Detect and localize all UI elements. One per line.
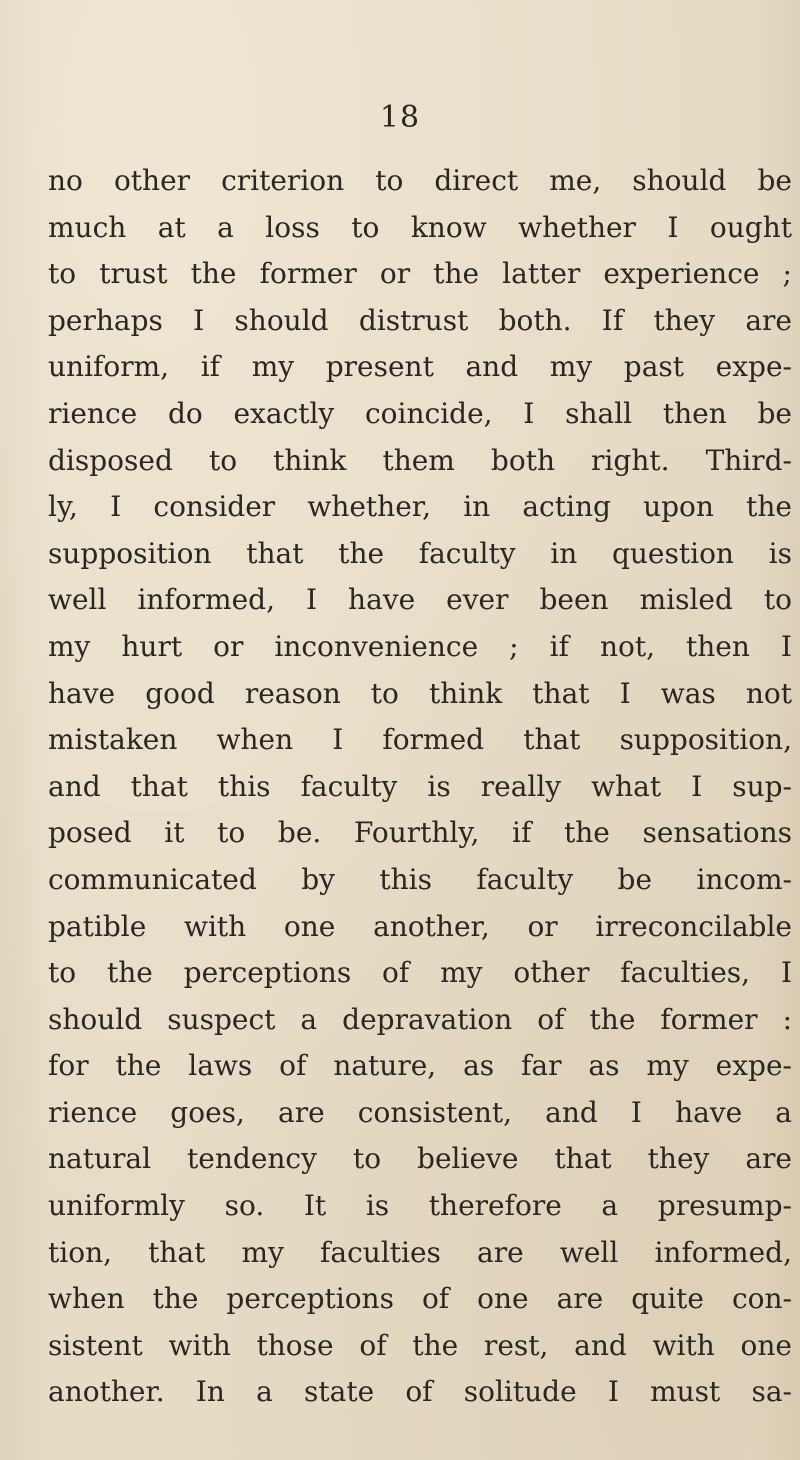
text-line: posed it to be. Fourthly, if the sensations bbox=[48, 816, 792, 850]
text-line: another. In a state of solitude I must sa- bbox=[48, 1375, 792, 1409]
text-line: mistaken when I formed that supposition, bbox=[48, 723, 792, 757]
text-line: to trust the former or the latter experience ; bbox=[48, 257, 792, 291]
text-line: no other criterion to direct me, should be bbox=[48, 164, 792, 197]
text-line: when the perceptions of one are quite con- bbox=[48, 1282, 792, 1316]
text-line: patible with one another, or irreconcilable bbox=[48, 909, 792, 943]
text-line: my hurt or inconvenience ; if not, then I bbox=[48, 629, 792, 663]
text-line: have good reason to think that I was not bbox=[48, 676, 792, 710]
text-line: natural tendency to believe that they are bbox=[48, 1142, 792, 1176]
text-line: and that this faculty is really what I sup- bbox=[48, 769, 792, 803]
text-line: perhaps I should distrust both. If they are bbox=[48, 303, 792, 337]
text-line: tion, that my faculties are well informed, bbox=[48, 1235, 792, 1269]
text-line: well informed, I have ever been misled to bbox=[48, 583, 792, 617]
text-line: much at a loss to know whether I ought bbox=[48, 210, 792, 244]
text-line: disposed to think them both right. Third- bbox=[48, 443, 792, 477]
text-line: communicated by this faculty be incom- bbox=[48, 862, 792, 896]
text-line: uniformly so. It is therefore a presump- bbox=[48, 1189, 792, 1223]
text-line: rience goes, are consistent, and I have a bbox=[48, 1095, 792, 1129]
text-line: sistent with those of the rest, and with one bbox=[48, 1328, 792, 1362]
text-line: rience do exactly coincide, I shall then be bbox=[48, 396, 792, 430]
page-number: 18 bbox=[379, 100, 421, 135]
text-line: ly, I consider whether, in acting upon the bbox=[48, 490, 792, 524]
text-line: uniform, if my present and my past expe- bbox=[48, 350, 792, 384]
text-line: supposition that the faculty in question is bbox=[48, 536, 792, 570]
text-line: to the perceptions of my other faculties, I bbox=[48, 956, 792, 990]
text-line: should suspect a depravation of the former : bbox=[48, 1002, 792, 1036]
body-text bbox=[48, 158, 792, 1416]
text-line: for the laws of nature, as far as my expe- bbox=[48, 1049, 792, 1083]
